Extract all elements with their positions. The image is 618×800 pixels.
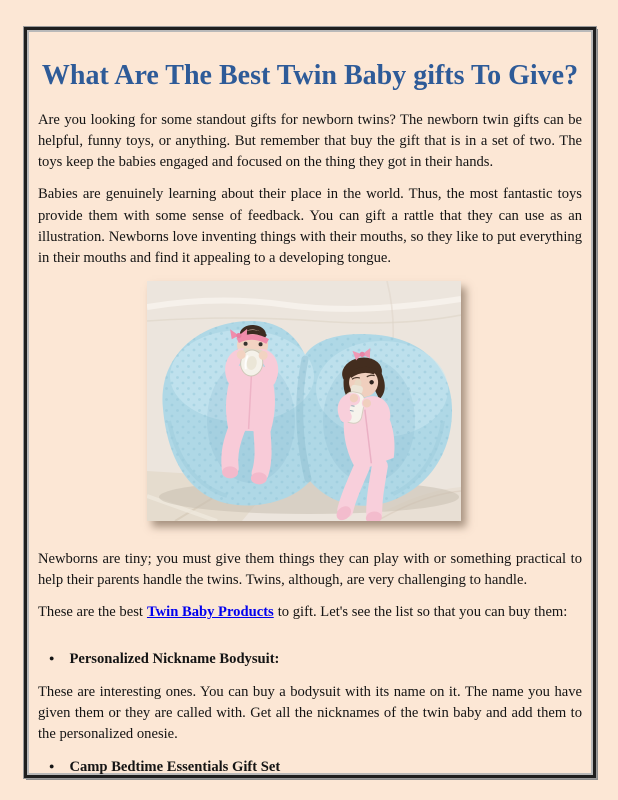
list-item-label: Camp Bedtime Essentials Gift Set [69, 758, 281, 775]
list-item-label: Personalized Nickname Bodysuit: [69, 650, 280, 667]
paragraph-intro: Are you looking for some standout gifts for newborn twins? The newborn twin gifts can be helpful, funny toys, or anything. But remember that buy the gift that is in a set of two. The toys keep the babies engaged and focused on the thing they got in their hands. [38, 111, 582, 171]
list-item-personalized-bodysuit [38, 649, 582, 671]
twin-babies-illustration [147, 281, 461, 521]
page-title: What Are The Best Twin Baby gifts To Give? [41, 60, 579, 91]
paragraph-bodysuit-desc: These are interesting ones. You can buy a bodysuit with its name on it. The name you have given them or they are called with. Get all the nicknames of the twin baby and add them to the personalized onesie. [38, 683, 582, 743]
twin-baby-products-link[interactable]: Twin Baby Products [146, 604, 274, 621]
bullet-icon: ● [49, 760, 55, 771]
bullet-icon: ● [49, 652, 55, 663]
paragraph-tiny: Newborns are tiny; you must give them things they can play with or something practical to help their parents handle the twins. Twins, although, are very challenging to handle. [38, 550, 582, 588]
list-item-camp-bedtime-set [38, 757, 582, 778]
page-border-frame [24, 27, 596, 778]
list-intro-text-after: to gift. Let's see the list so that you can buy them: [277, 604, 568, 621]
twin-babies-photo [147, 281, 461, 521]
list-intro-text-before: These are the best [38, 604, 143, 621]
paragraph-feedback: Babies are genuinely learning about their place in the world. Thus, the most fantastic toys provide them with some sense of feedback. You can gift a rattle that they can use as an illustration. Newborns love inventing things with their mouths, so they like to put everything in their mouths and find it appealing to a developing tongue. [38, 186, 582, 267]
paragraph-list-intro [38, 602, 582, 623]
